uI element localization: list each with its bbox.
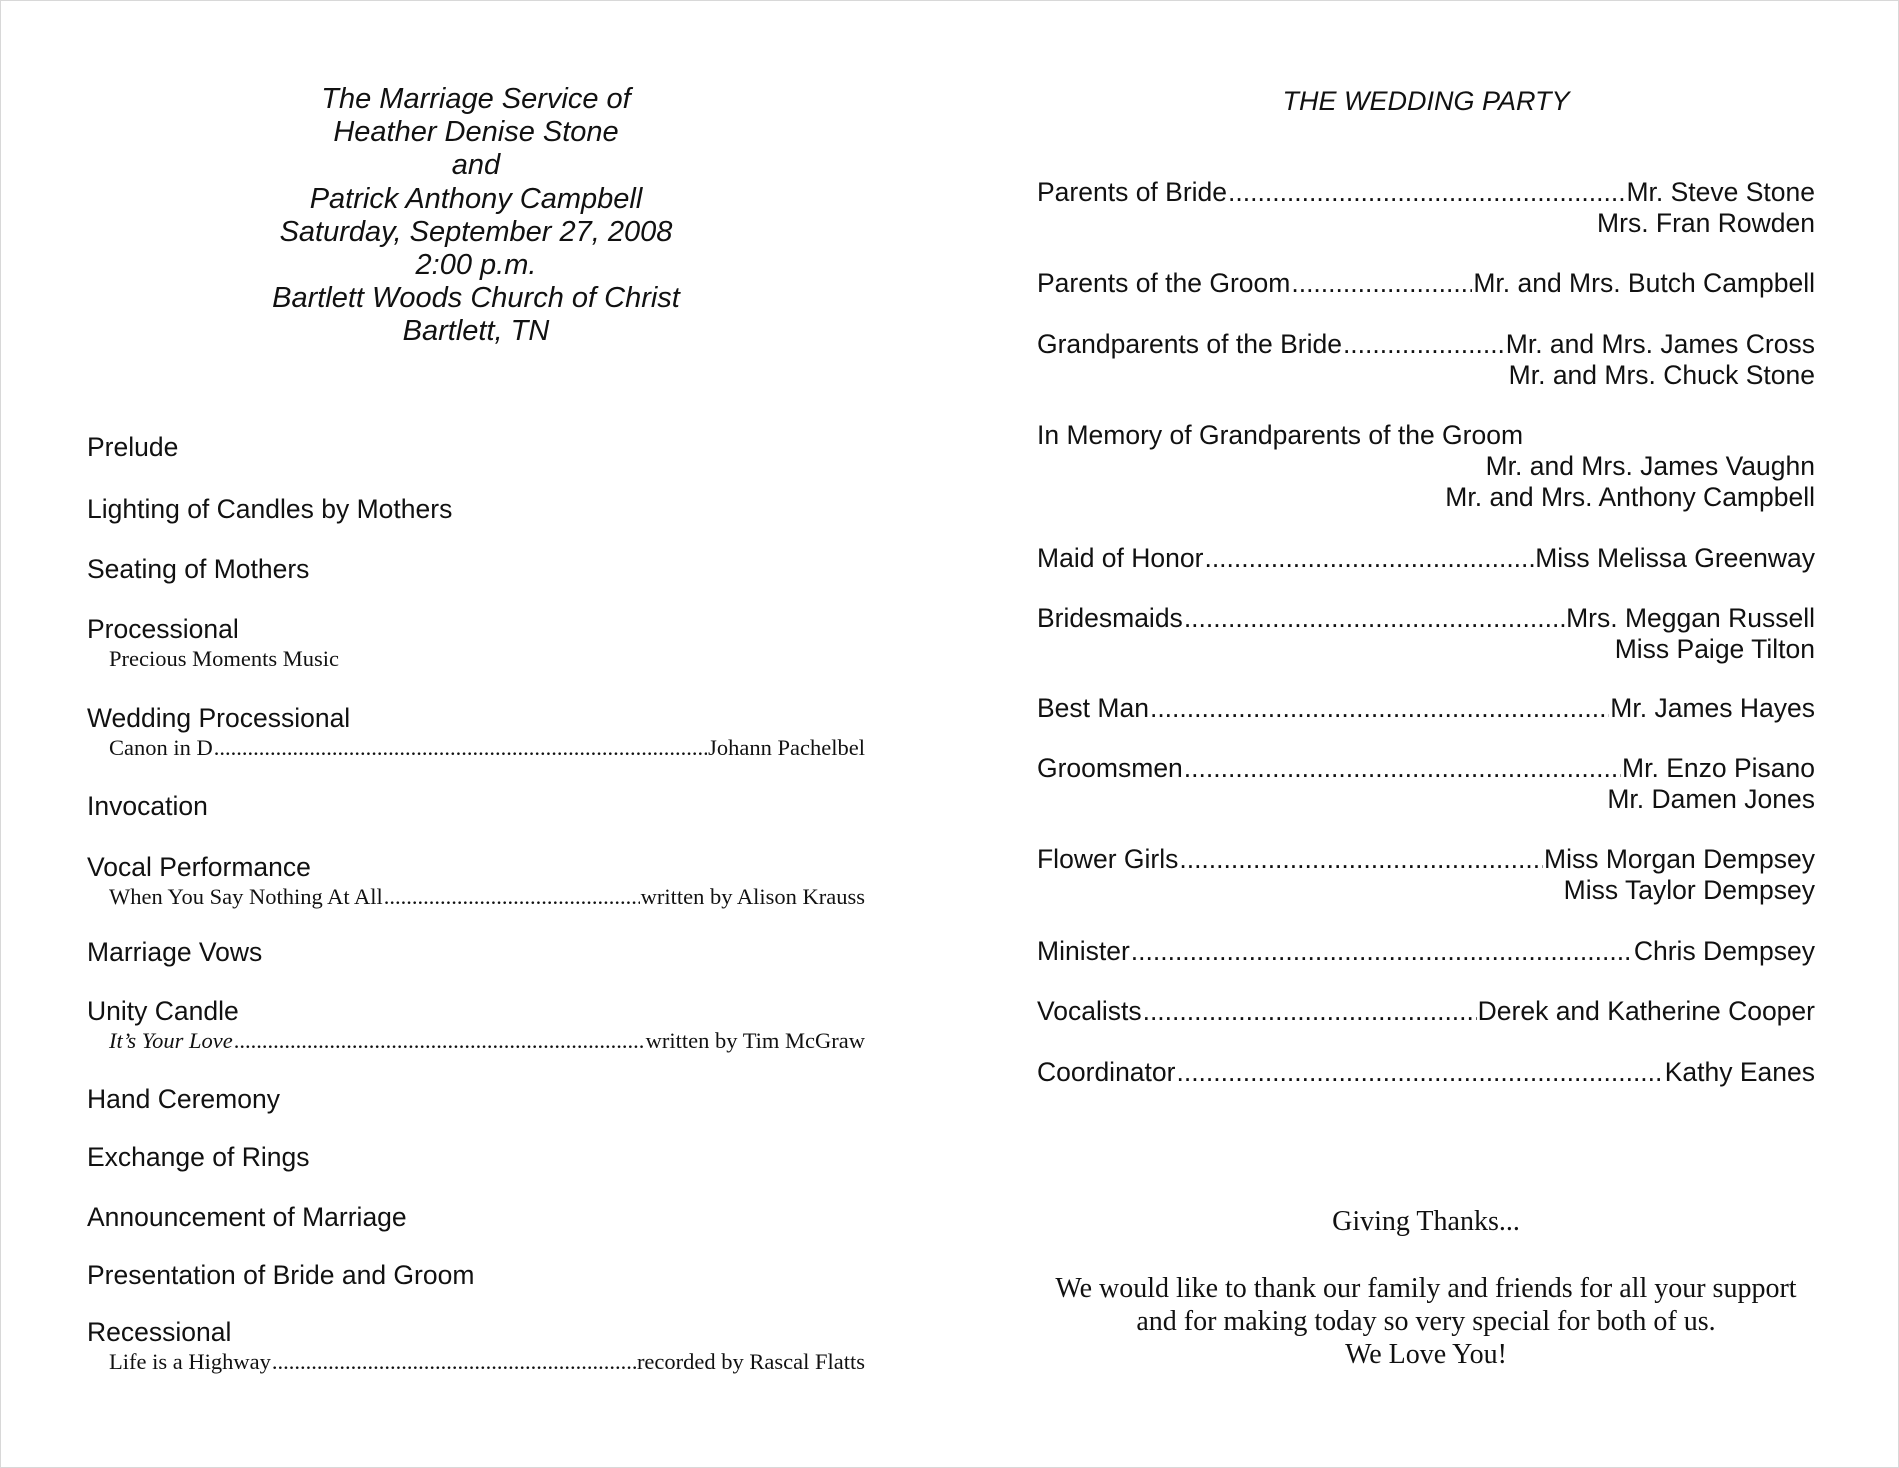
wedding-party-row <box>1037 1057 1815 1088</box>
program-piece-title: Life is a Highway <box>109 1349 271 1374</box>
party-member-name: Miss Paige Tilton <box>1614 633 1815 664</box>
program-item-heading: Processional <box>87 614 239 644</box>
program-item-heading: Unity Candle <box>87 996 239 1026</box>
service-venue: Bartlett Woods Church of Christ <box>272 282 680 315</box>
program-piece-credit: written by Tim McGraw <box>645 1028 865 1053</box>
wedding-party-row <box>1037 844 1815 906</box>
dot-leader <box>1204 543 1534 574</box>
wedding-party-row <box>1037 693 1815 724</box>
party-member-name: Miss Morgan Dempsey <box>1544 844 1815 874</box>
service-title-block <box>87 83 865 349</box>
dot-leader <box>1291 268 1472 299</box>
program-piece-credit: Johann Pachelbel <box>708 735 865 760</box>
program-item-detail <box>87 646 865 672</box>
program-item-detail <box>87 1028 865 1054</box>
wedding-party-row <box>1037 420 1815 512</box>
party-role-line <box>1037 177 1815 208</box>
thanks-line: and for making today so very special for both of us. <box>1136 1306 1716 1337</box>
wedding-party-row <box>1037 543 1815 574</box>
program-item-detail <box>87 735 865 761</box>
program-item <box>87 1316 865 1375</box>
program-item-heading: Lighting of Candles by Mothers <box>87 494 453 524</box>
dot-leader <box>1179 844 1543 875</box>
program-item <box>87 851 865 910</box>
program-item-heading: Announcement of Marriage <box>87 1202 407 1232</box>
wedding-party-row <box>1037 753 1815 815</box>
program-item-heading: Seating of Mothers <box>87 554 310 584</box>
dot-leader <box>214 735 707 761</box>
party-member-name: Mrs. Fran Rowden <box>1597 207 1815 238</box>
program-item <box>87 1201 865 1233</box>
wedding-party-row <box>1037 177 1815 239</box>
party-role: Vocalists <box>1037 996 1142 1026</box>
thanks-line: We would like to thank our family and friends for all your support <box>1055 1273 1797 1304</box>
party-member-name: Chris Dempsey <box>1633 936 1815 966</box>
wedding-party-row <box>1037 603 1815 665</box>
wedding-party-row <box>1037 268 1815 299</box>
thanks-heading: Giving Thanks... <box>1332 1206 1520 1237</box>
program-item-heading: Presentation of Bride and Groom <box>87 1260 475 1290</box>
party-role: Parents of the Groom <box>1037 268 1291 298</box>
party-member-name: Mrs. Meggan Russell <box>1566 603 1815 633</box>
bride-name: Heather Denise Stone <box>333 116 619 149</box>
groom-name: Patrick Anthony Campbell <box>309 182 643 215</box>
party-member-name: Mr. and Mrs. James Vaughn <box>1485 450 1815 481</box>
program-item-detail <box>87 884 865 910</box>
program-item-detail <box>87 1349 865 1375</box>
wedding-party-row <box>1037 936 1815 967</box>
program-piece-title: When You Say Nothing At All <box>109 884 383 909</box>
dot-leader <box>1228 177 1625 208</box>
program-item <box>87 790 865 822</box>
party-role: Flower Girls <box>1037 844 1179 874</box>
party-role-line <box>1037 844 1815 875</box>
program-piece-credit: recorded by Rascal Flatts <box>636 1349 865 1374</box>
party-role-line <box>1037 268 1815 299</box>
party-role: Minister <box>1037 936 1130 966</box>
party-member-name: Mr. Enzo Pisano <box>1622 753 1815 783</box>
party-member-name: Mr. Damen Jones <box>1607 783 1815 814</box>
party-member-name: Mr. and Mrs. Butch Campbell <box>1473 268 1815 298</box>
party-role: Coordinator <box>1037 1057 1176 1087</box>
service-title-line: The Marriage Service of <box>321 83 631 115</box>
party-role-line <box>1037 1057 1815 1088</box>
program-item <box>87 553 865 585</box>
program-item-heading: Wedding Processional <box>87 703 351 733</box>
party-role: Bridesmaids <box>1037 603 1183 633</box>
program-piece-title: Canon in D <box>109 735 213 760</box>
party-role: Maid of Honor <box>1037 543 1204 573</box>
thanks-signoff: We Love You! <box>1345 1339 1507 1370</box>
dot-leader <box>1176 1057 1663 1088</box>
program-item <box>87 1083 865 1115</box>
dot-leader <box>272 1349 636 1375</box>
program-item <box>87 431 865 463</box>
dot-leader <box>1184 753 1621 784</box>
thanks-section <box>1037 1206 1815 1238</box>
party-role: Grandparents of the Bride <box>1037 329 1342 359</box>
program-item <box>87 936 865 968</box>
wedding-party-row <box>1037 329 1815 391</box>
program-item <box>87 995 865 1054</box>
party-member-name: Miss Melissa Greenway <box>1535 543 1815 573</box>
party-role-line <box>1037 936 1815 967</box>
party-role-line <box>1037 603 1815 634</box>
program-piece-title: It’s Your Love <box>109 1028 233 1053</box>
party-role-line <box>1037 543 1815 574</box>
party-role-line <box>1037 693 1815 724</box>
program-item-heading: Prelude <box>87 432 179 462</box>
party-role-line <box>1037 329 1815 360</box>
wedding-party-row <box>1037 996 1815 1027</box>
party-member-name: Miss Taylor Dempsey <box>1563 874 1815 905</box>
thanks-message <box>1037 1272 1815 1371</box>
service-date: Saturday, September 27, 2008 <box>279 215 673 248</box>
party-role: In Memory of Grandparents of the Groom <box>1037 420 1524 450</box>
dot-leader <box>1343 329 1505 360</box>
service-location: Bartlett, TN <box>402 315 550 348</box>
program-item <box>87 613 865 672</box>
program-item-heading: Vocal Performance <box>87 852 311 882</box>
party-member-name: Mr. and Mrs. Chuck Stone <box>1508 359 1815 390</box>
dot-leader <box>1143 996 1477 1027</box>
party-role: Best Man <box>1037 693 1149 723</box>
program-item <box>87 493 865 525</box>
party-role: Groomsmen <box>1037 753 1183 783</box>
program-item-heading: Invocation <box>87 791 208 821</box>
party-role-line <box>1037 753 1815 784</box>
wedding-party-title: THE WEDDING PARTY <box>1282 86 1570 116</box>
party-member-name: Mr. and Mrs. James Cross <box>1505 329 1815 359</box>
program-piece-credit: written by Alison Krauss <box>640 884 865 909</box>
party-role: Parents of Bride <box>1037 177 1228 207</box>
program-piece-title: Precious Moments Music <box>109 646 339 671</box>
party-role-line <box>1037 996 1815 1027</box>
service-title-line: and <box>451 149 501 182</box>
program-item-heading: Exchange of Rings <box>87 1142 310 1172</box>
party-member-name: Mr. and Mrs. Anthony Campbell <box>1445 481 1815 512</box>
program-item-heading: Recessional <box>87 1317 232 1347</box>
program-item <box>87 1141 865 1173</box>
dot-leader <box>234 1028 645 1054</box>
program-item-heading: Hand Ceremony <box>87 1084 280 1114</box>
program-item <box>87 1259 865 1291</box>
party-member-name: Mr. James Hayes <box>1610 693 1815 723</box>
party-member-name: Derek and Katherine Cooper <box>1477 996 1815 1026</box>
party-member-name: Kathy Eanes <box>1664 1057 1815 1087</box>
dot-leader <box>1150 693 1609 724</box>
dot-leader <box>1184 603 1565 634</box>
program-item-heading: Marriage Vows <box>87 937 263 967</box>
dot-leader <box>1131 936 1633 967</box>
program-item <box>87 702 865 761</box>
dot-leader <box>384 884 640 910</box>
party-member-name: Mr. Steve Stone <box>1626 177 1815 207</box>
service-time: 2:00 p.m. <box>415 249 537 282</box>
